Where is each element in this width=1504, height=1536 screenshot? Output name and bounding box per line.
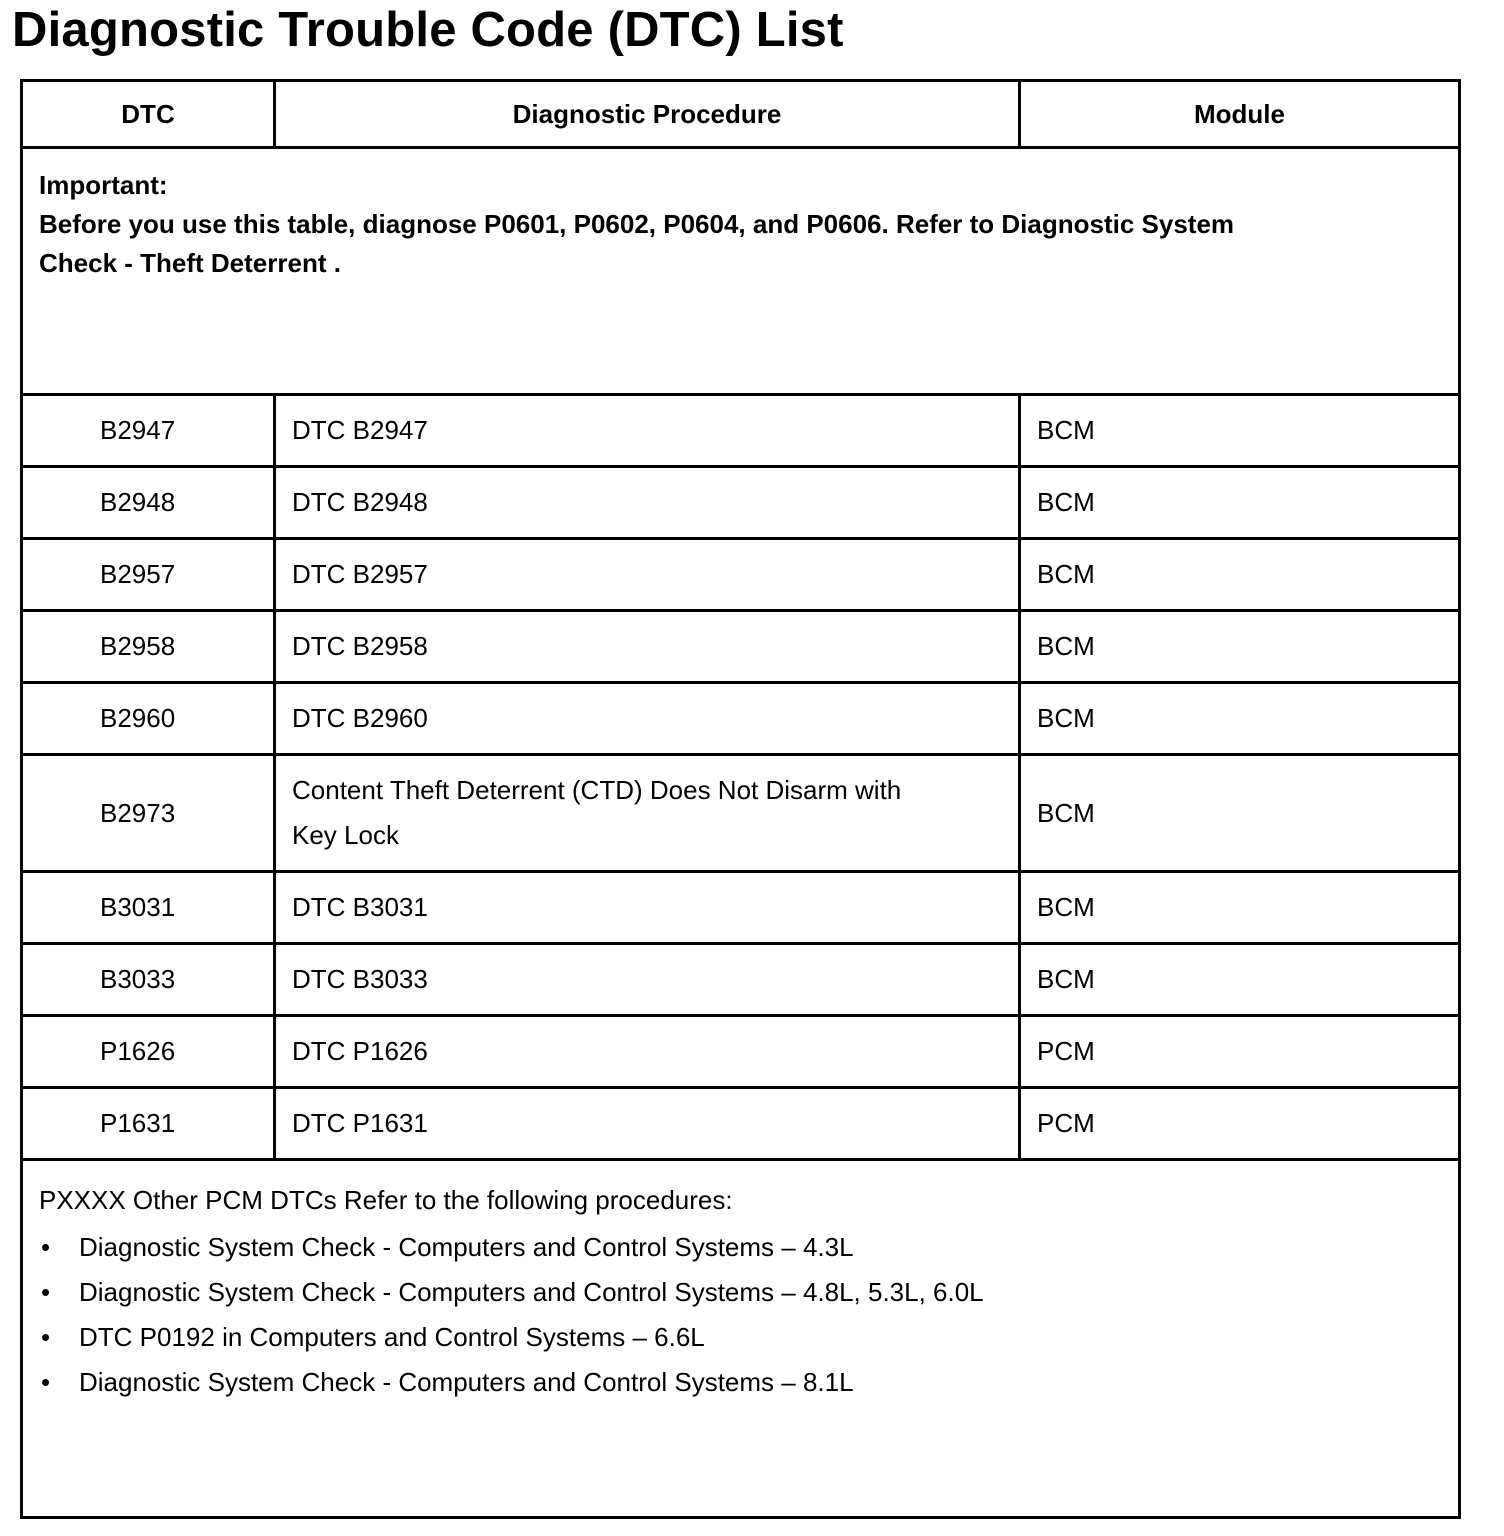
- diagnostic-procedure: DTC P1631: [275, 1088, 1020, 1160]
- table-row: [22, 539, 1460, 611]
- dtc-code: B2958: [22, 611, 275, 683]
- module: BCM: [1020, 872, 1460, 944]
- dtc-code: B2947: [22, 395, 275, 467]
- diagnostic-procedure: DTC B2960: [275, 683, 1020, 755]
- table-row: [22, 611, 1460, 683]
- diagnostic-procedure: [275, 755, 1020, 872]
- bullet: •: [41, 1277, 51, 1307]
- procedure-line-2: Key Lock: [292, 820, 399, 850]
- module: BCM: [1020, 467, 1460, 539]
- procedure-list: [39, 1225, 1442, 1405]
- bullet: •: [41, 1367, 51, 1397]
- other-dtcs-intro: PXXXX Other PCM DTCs Refer to the following procedures:: [39, 1185, 733, 1215]
- module: BCM: [1020, 683, 1460, 755]
- bullet: •: [41, 1322, 51, 1352]
- table-row: [22, 1088, 1460, 1160]
- list-item: [39, 1315, 1442, 1360]
- module: BCM: [1020, 944, 1460, 1016]
- module: BCM: [1020, 755, 1460, 872]
- dtc-code: B2960: [22, 683, 275, 755]
- dtc-code: B3033: [22, 944, 275, 1016]
- dtc-code: B2948: [22, 467, 275, 539]
- table-row: [22, 872, 1460, 944]
- diagnostic-procedure: DTC B2948: [275, 467, 1020, 539]
- important-note: [22, 148, 1460, 395]
- table-row: [22, 683, 1460, 755]
- list-item: [39, 1360, 1442, 1405]
- dtc-code: P1631: [22, 1088, 275, 1160]
- table-row: [22, 944, 1460, 1016]
- dtc-code: P1626: [22, 1016, 275, 1088]
- page-title: Diagnostic Trouble Code (DTC) List: [12, 3, 844, 57]
- other-dtcs-row: [22, 1160, 1460, 1518]
- header-module: Module: [1020, 81, 1460, 148]
- diagnostic-procedure: DTC B2958: [275, 611, 1020, 683]
- header-procedure: Diagnostic Procedure: [275, 81, 1020, 148]
- list-item-text: Diagnostic System Check - Computers and Control Systems – 4.8L, 5.3L, 6.0L: [79, 1277, 984, 1307]
- diagnostic-procedure: DTC P1626: [275, 1016, 1020, 1088]
- diagnostic-procedure: DTC B2957: [275, 539, 1020, 611]
- procedure-line-1: Content Theft Deterrent (CTD) Does Not Disarm with: [292, 775, 902, 805]
- other-dtcs-note: [22, 1160, 1460, 1518]
- table-row: [22, 755, 1460, 872]
- table-row: [22, 395, 1460, 467]
- important-text-line-2: Check - Theft Deterrent .: [39, 248, 341, 278]
- diagnostic-procedure: DTC B2947: [275, 395, 1020, 467]
- important-label: Important:: [39, 170, 168, 200]
- list-item: [39, 1225, 1442, 1270]
- diagnostic-procedure: DTC B3031: [275, 872, 1020, 944]
- module: BCM: [1020, 611, 1460, 683]
- table-row: [22, 467, 1460, 539]
- dtc-code: B2973: [22, 755, 275, 872]
- table-header-row: [22, 81, 1460, 148]
- header-dtc: DTC: [22, 81, 275, 148]
- bullet: •: [41, 1232, 51, 1262]
- module: BCM: [1020, 395, 1460, 467]
- list-item: [39, 1270, 1442, 1315]
- dtc-code: B3031: [22, 872, 275, 944]
- list-item-text: Diagnostic System Check - Computers and Control Systems – 8.1L: [79, 1367, 854, 1397]
- important-note-row: [22, 148, 1460, 395]
- diagnostic-procedure: DTC B3033: [275, 944, 1020, 1016]
- module: PCM: [1020, 1088, 1460, 1160]
- list-item-text: Diagnostic System Check - Computers and Control Systems – 4.3L: [79, 1232, 854, 1262]
- module: BCM: [1020, 539, 1460, 611]
- dtc-code: B2957: [22, 539, 275, 611]
- module: PCM: [1020, 1016, 1460, 1088]
- dtc-table: [20, 79, 1461, 1519]
- list-item-text: DTC P0192 in Computers and Control Systems – 6.6L: [79, 1322, 705, 1352]
- important-text-line-1: Before you use this table, diagnose P0601, P0602, P0604, and P0606. Refer to Diagnostic System: [39, 209, 1235, 239]
- table-row: [22, 1016, 1460, 1088]
